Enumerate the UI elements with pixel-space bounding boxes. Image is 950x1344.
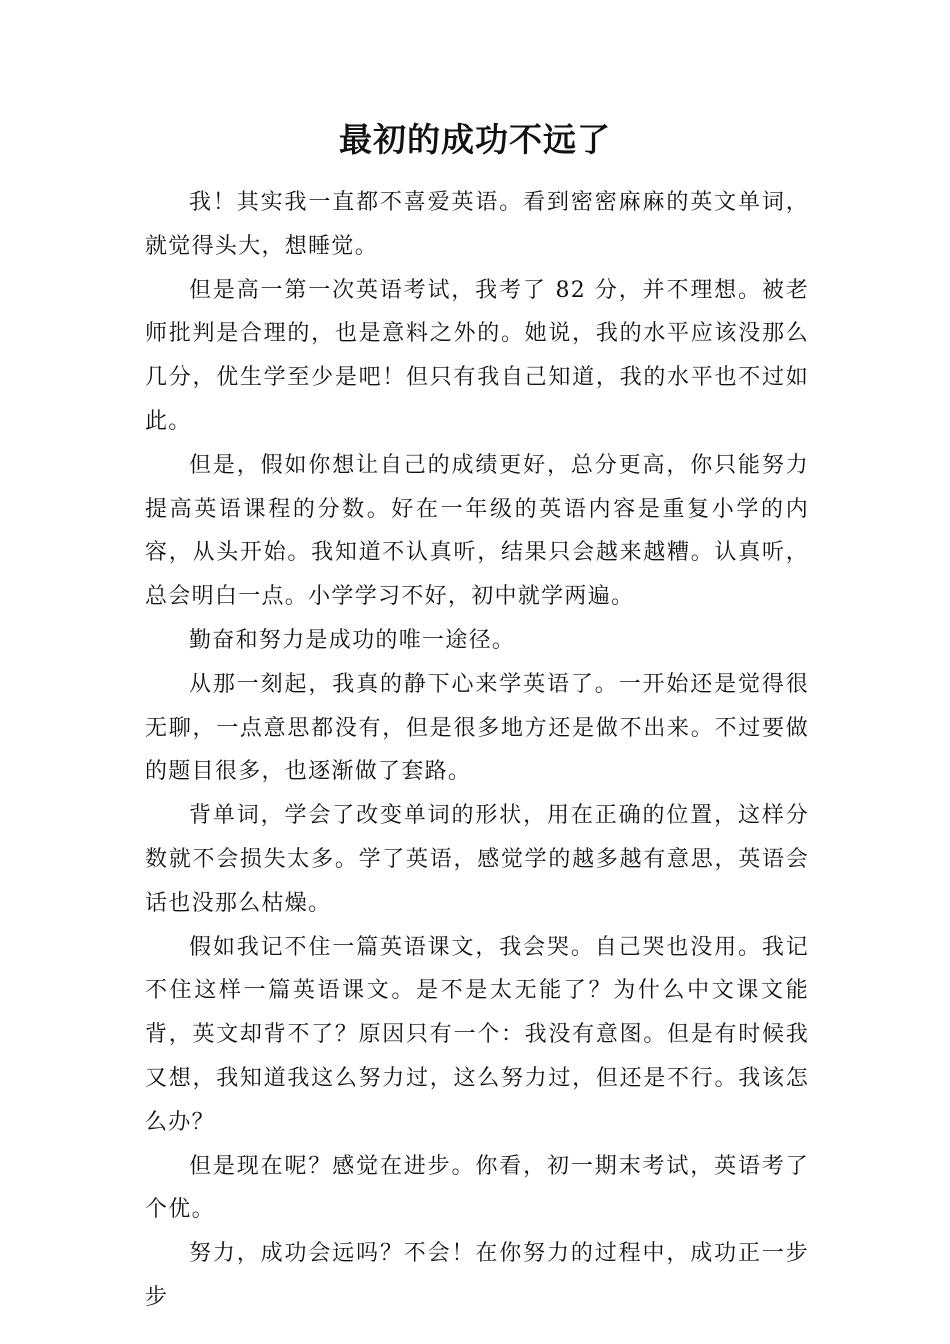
paragraph: 勤奋和努力是成功的唯一途径。 bbox=[189, 627, 516, 653]
paragraph: 我！其实我一直都不喜爱英语。看到密密麻麻的英文单词，就觉得头大，想睡觉。 bbox=[145, 190, 809, 259]
paragraph: 但是现在呢？感觉在进步。你看，初一期末考试，英语考了个优。 bbox=[145, 1153, 809, 1223]
document-body bbox=[145, 181, 809, 1320]
paragraph: 努力，成功会远吗？不会！在你努力的过程中，成功正一步步 bbox=[145, 1241, 809, 1310]
document-title: 最初的成功不远了 bbox=[339, 120, 611, 159]
paragraph: 但是高一第一次英语考试，我考了 82 分，并不理想。被老师批判是合理的，也是意料之外的。她说，我的水平应该没那么几分，优生学至少是吧！但只有我自己知道，我的水平也不过如此。 bbox=[145, 277, 809, 434]
paragraph: 从那一刻起，我真的静下心来学英语了。一开始还是觉得很无聊，一点意思都没有，但是很多地方还是做不出来。不过要做的题目很多，也逐渐做了套路。 bbox=[145, 671, 809, 785]
paragraph: 背单词，学会了改变单词的形状，用在正确的位置，这样分数就不会损失太多。学了英语，感觉学的越多越有意思，英语会话也没那么枯燥。 bbox=[145, 803, 809, 916]
paragraph: 假如我记不住一篇英语课文，我会哭。自己哭也没用。我记不住这样一篇英语课文。是不是太无能了？为什么中文课文能背，英文却背不了？原因只有一个：我没有意图。但是有时候我又想，我知道我这么努力过，这么努力过，但还是不行。我该怎么办？ bbox=[145, 934, 809, 1135]
paragraph: 但是，假如你想让自己的成绩更好，总分更高，你只能努力提高英语课程的分数。好在一年级的英语内容是重复小学的内容，从头开始。我知道不认真听，结果只会越来越糟。认真听，总会明白一点。小学学习不好，初中就学两遍。 bbox=[145, 452, 809, 610]
